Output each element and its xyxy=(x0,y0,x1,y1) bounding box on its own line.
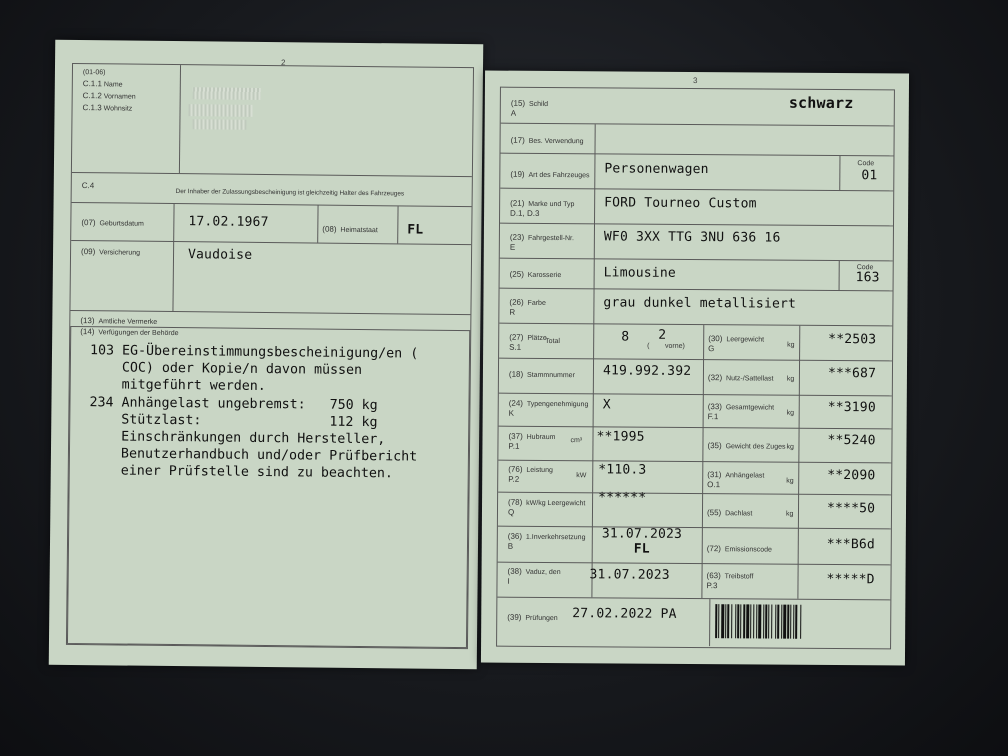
remarks-header-14: (14) Verfügungen der Behörde xyxy=(80,327,179,338)
trailer-load-label: (31) Anhängelast O.1 xyxy=(707,470,765,490)
payload-unit: kg xyxy=(786,375,795,383)
vaduz-label: (38) Vaduz, den I xyxy=(507,566,561,586)
insurance-value: Vaudoise xyxy=(187,247,253,263)
displacement-value: **1995 xyxy=(596,429,645,445)
remarks-header-13: (13) Amtliche Vermerke xyxy=(80,316,158,326)
train-weight-value: **5240 xyxy=(827,432,876,449)
seats-front-label: ( vorne) xyxy=(647,342,685,350)
body-code-value: 163 xyxy=(855,270,880,286)
color-value: grau dunkel metallisiert xyxy=(603,295,797,312)
left-page xyxy=(49,40,484,669)
special-use-label: (17) Bes. Verwendung xyxy=(510,135,584,146)
roof-load-unit: kg xyxy=(785,510,794,518)
vin-label: (23) Fahrgestell-Nr. E xyxy=(509,232,574,252)
first-reg-label: (36) 1.Inverkehrsetzung B xyxy=(507,531,586,551)
birth-value: 17.02.1967 xyxy=(188,214,269,231)
redacted-name xyxy=(193,87,261,100)
stamm-label: (18) Stammnummer xyxy=(508,369,575,380)
first-reg-country: FL xyxy=(633,541,650,557)
type-approval-value: X xyxy=(602,397,611,413)
emission-value: ***B6d xyxy=(826,536,875,553)
fuel-value: *****D xyxy=(826,571,875,588)
total-weight-unit: kg xyxy=(786,409,795,417)
kw-kg-value: ****** xyxy=(598,490,647,506)
redacted-address xyxy=(192,119,246,130)
power-unit: kW xyxy=(576,472,587,480)
fuel-label: (63) Treibstoff P.3 xyxy=(706,571,754,591)
body-value: Limousine xyxy=(603,265,676,281)
payload-label: (32) Nutz-/Sattellast xyxy=(707,373,774,383)
body-label: (25) Karosserie xyxy=(509,269,562,280)
power-label: (76) Leistung P.2 xyxy=(508,464,553,484)
empty-weight-value: **2503 xyxy=(828,331,877,348)
right-page xyxy=(481,71,909,666)
holder-row-firstname: C.1.2 Vornamen xyxy=(82,91,136,101)
holder-codes: (01-06) xyxy=(82,69,106,77)
vehicle-type-value: Personenwagen xyxy=(604,161,709,178)
page-number-right: 3 xyxy=(692,75,698,86)
total-weight-label: (33) Gesamtgewicht F.1 xyxy=(707,402,775,422)
trailer-load-unit: kg xyxy=(786,477,794,485)
seats-label: (27) Plätze S.1 xyxy=(509,332,547,352)
vaduz-value: 31.07.2023 xyxy=(589,567,670,583)
remarks-text: 103 EG-Übereinstimmungsbescheinigung/en ( COC) oder Kopie/n davon müssen mitgeführt werden. 234 Anhängelast ungebremst: 750 kg Stützlast: 112 kg Einschränkungen durch Hersteller, Benutzerhandbuch und/oder Prüfbericht einer Prüfstelle sind zu beachten. xyxy=(88,343,419,482)
seats-total-value: 8 xyxy=(621,329,630,345)
seats-front-value: 2 xyxy=(658,327,667,343)
empty-weight-label: (30) Leergewicht G xyxy=(708,334,765,354)
plate-value: schwarz xyxy=(788,93,854,113)
holder-row-name: C.1.1 Name xyxy=(82,79,123,89)
payload-value: ***687 xyxy=(827,365,877,382)
roof-load-value: ****50 xyxy=(826,500,876,517)
stamm-value: 419.992.392 xyxy=(602,363,692,379)
redacted-firstname xyxy=(188,104,252,117)
seats-total-label: Total xyxy=(545,337,561,346)
displacement-label: (37) Hubraum P.1 xyxy=(508,431,556,451)
type-approval-label: (24) Typengenehmigung K xyxy=(508,398,589,418)
inspection-value: 27.02.2022 PA xyxy=(572,606,677,622)
train-weight-unit: kg xyxy=(786,443,794,451)
plate-label: (15) Schild A xyxy=(510,98,549,118)
page-number-left: 2 xyxy=(281,58,286,68)
barcode-bar xyxy=(801,605,802,639)
home-state-label: (08) Heimatstaat xyxy=(322,224,378,235)
vin-value: WF0 3XX TTG 3NU 636 16 xyxy=(603,229,781,246)
train-weight-label: (35) Gewicht des Zuges xyxy=(707,441,786,451)
make-type-label: (21) Marke und Typ D.1, D.3 xyxy=(510,198,575,218)
vehicle-type-code-value: 01 xyxy=(861,168,878,184)
roof-load-label: (55) Dachlast xyxy=(706,508,753,518)
trailer-load-value: **2090 xyxy=(827,467,876,484)
total-weight-value: **3190 xyxy=(827,399,876,416)
inspection-label: (39) Prüfungen xyxy=(507,612,558,623)
emission-label: (72) Emissionscode xyxy=(706,544,772,554)
home-state-value: FL xyxy=(407,222,424,238)
c4-text: Der Inhaber der Zulassungsbescheinigung ist gleichzeitig Halter des Fahrzeuges xyxy=(175,188,405,198)
make-type-value: FORD Tourneo Custom xyxy=(604,195,757,212)
first-reg-date: 31.07.2023 xyxy=(601,526,683,542)
birth-label: (07) Geburtsdatum xyxy=(81,218,144,228)
color-label: (26) Farbe R xyxy=(509,297,546,317)
barcode xyxy=(715,604,883,639)
displacement-unit: cm³ xyxy=(570,437,583,445)
body-code-label: Code xyxy=(856,264,874,272)
holder-row-address: C.1.3 Wohnsitz xyxy=(82,103,133,113)
insurance-label: (09) Versicherung xyxy=(81,247,141,257)
empty-weight-unit: kg xyxy=(787,341,795,349)
power-value: *110.3 xyxy=(598,462,647,478)
vehicle-type-code-label: Code xyxy=(857,160,875,168)
kw-kg-label: (78) kW/kg Leergewicht Q xyxy=(507,497,586,517)
vehicle-type-label: (19) Art des Fahrzeuges xyxy=(510,169,590,180)
c4-code: C.4 xyxy=(81,181,95,191)
